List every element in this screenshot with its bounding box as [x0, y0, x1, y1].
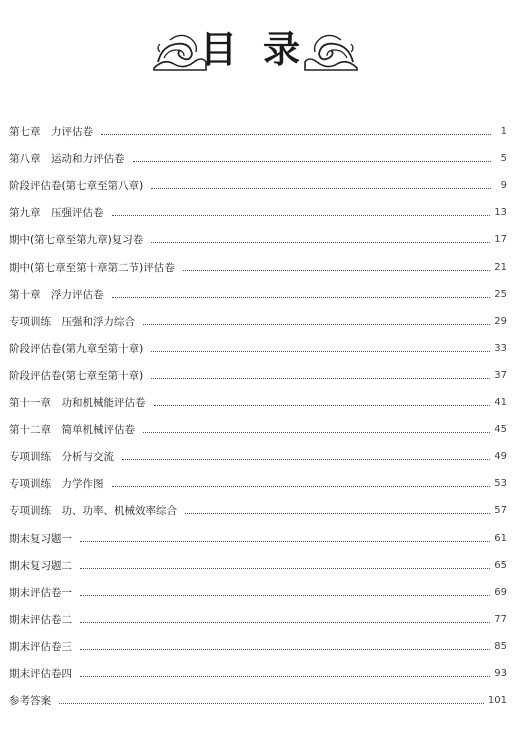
toc-entry-page-number: 101	[487, 695, 507, 707]
dot-leader	[112, 486, 491, 487]
toc-entry-title: 第七章 力评估卷	[9, 126, 93, 139]
toc-entry-title: 期末复习题二	[9, 559, 72, 572]
dot-leader	[59, 703, 484, 704]
toc-entry[interactable]	[9, 329, 507, 356]
toc-entry-page-number: 17	[494, 234, 507, 246]
toc-entry[interactable]	[9, 139, 507, 166]
toc-entry-page-number: 93	[494, 667, 507, 679]
toc-entry-title: 专项训练 分析与交流	[9, 451, 114, 464]
toc-entry-title: 期中(第七章至第十章第二节)评估卷	[9, 261, 175, 274]
toc-entry[interactable]	[9, 654, 507, 681]
toc-entry[interactable]	[9, 193, 507, 220]
toc-entry-page-number: 53	[494, 478, 507, 490]
dot-leader	[80, 622, 490, 623]
toc-entry[interactable]	[9, 383, 507, 410]
dot-leader	[101, 134, 491, 135]
toc-entry-page-number: 77	[494, 613, 507, 625]
dot-leader	[183, 270, 491, 271]
toc-entry-title: 期末评估卷二	[9, 613, 72, 626]
page-header	[0, 14, 516, 84]
toc-entry[interactable]	[9, 112, 507, 139]
toc-entry-page-number: 45	[494, 424, 507, 436]
dot-leader	[143, 324, 490, 325]
toc-entry-page-number: 65	[494, 559, 507, 571]
toc-entry-page-number: 37	[494, 369, 507, 381]
toc-entry-title: 阶段评估卷(第九章至第十章)	[9, 342, 144, 355]
toc-entry-title: 第十二章 简单机械评估卷	[9, 424, 135, 437]
dot-leader	[185, 513, 490, 514]
dot-leader	[80, 541, 490, 542]
toc-entry[interactable]	[9, 546, 507, 573]
toc-entry[interactable]	[9, 681, 507, 708]
dot-leader	[112, 297, 491, 298]
dot-leader	[133, 161, 492, 162]
dot-leader	[112, 215, 491, 216]
dot-leader	[154, 405, 491, 406]
toc-entry[interactable]	[9, 437, 507, 464]
toc-entry[interactable]	[9, 410, 507, 437]
dot-leader	[80, 595, 490, 596]
toc-entry[interactable]	[9, 302, 507, 329]
toc-entry-page-number: 33	[494, 342, 507, 354]
toc-entry[interactable]	[9, 275, 507, 302]
toc-entry[interactable]	[9, 627, 507, 654]
toc-entry-page-number: 13	[494, 207, 507, 219]
toc-entry-title: 阶段评估卷(第七章至第十章)	[9, 369, 144, 382]
toc-entry-title: 专项训练 压强和浮力综合	[9, 315, 135, 328]
toc-entry-title: 期末评估卷四	[9, 667, 72, 680]
toc-entry-page-number: 49	[494, 451, 507, 463]
toc-entry-page-number: 85	[494, 640, 507, 652]
toc-entry-title: 阶段评估卷(第七章至第八章)	[9, 180, 144, 193]
title-char-mu: 目	[200, 28, 237, 71]
title-char-lu: 录	[263, 28, 300, 71]
toc-entry-title: 专项训练 力学作图	[9, 478, 104, 491]
dot-leader	[151, 351, 490, 352]
toc-entry-title: 第九章 压强评估卷	[9, 207, 104, 220]
dot-leader	[151, 378, 490, 379]
toc-entry[interactable]	[9, 220, 507, 247]
toc-entry-page-number: 61	[494, 532, 507, 544]
toc-entry-page-number: 57	[494, 505, 507, 517]
toc-entry-page-number: 29	[494, 315, 507, 327]
dot-leader	[80, 649, 490, 650]
toc-entry-title: 第十章 浮力评估卷	[9, 288, 104, 301]
table-of-contents	[9, 112, 507, 708]
toc-entry-page-number: 25	[494, 288, 507, 300]
dot-leader	[80, 568, 490, 569]
toc-entry[interactable]	[9, 464, 507, 491]
toc-entry-page-number: 1	[500, 126, 507, 138]
toc-entry-title: 期末复习题一	[9, 532, 72, 545]
toc-entry-title: 第八章 运动和力评估卷	[9, 153, 125, 166]
dot-leader	[80, 676, 490, 677]
toc-entry-page-number: 21	[494, 261, 507, 273]
dot-leader	[122, 459, 490, 460]
toc-entry[interactable]	[9, 518, 507, 545]
toc-entry-title: 期末评估卷一	[9, 586, 72, 599]
wave-ornament-icon	[303, 28, 361, 72]
toc-entry-page-number: 69	[494, 586, 507, 598]
toc-entry-title: 参考答案	[9, 695, 51, 708]
toc-entry[interactable]	[9, 166, 507, 193]
dot-leader	[151, 188, 491, 189]
toc-entry-title: 专项训练 功、功率、机械效率综合	[9, 505, 177, 518]
toc-entry[interactable]	[9, 247, 507, 274]
toc-entry-title: 期末评估卷三	[9, 640, 72, 653]
toc-entry-page-number: 5	[500, 153, 507, 165]
toc-entry-page-number: 41	[494, 397, 507, 409]
toc-entry-title: 期中(第七章至第九章)复习卷	[9, 234, 144, 247]
dot-leader	[143, 432, 490, 433]
toc-entry[interactable]	[9, 573, 507, 600]
toc-entry-page-number: 9	[500, 180, 507, 192]
dot-leader	[151, 242, 490, 243]
toc-entry-title: 第十一章 功和机械能评估卷	[9, 397, 146, 410]
toc-entry[interactable]	[9, 491, 507, 518]
toc-entry[interactable]	[9, 600, 507, 627]
toc-entry[interactable]	[9, 356, 507, 383]
